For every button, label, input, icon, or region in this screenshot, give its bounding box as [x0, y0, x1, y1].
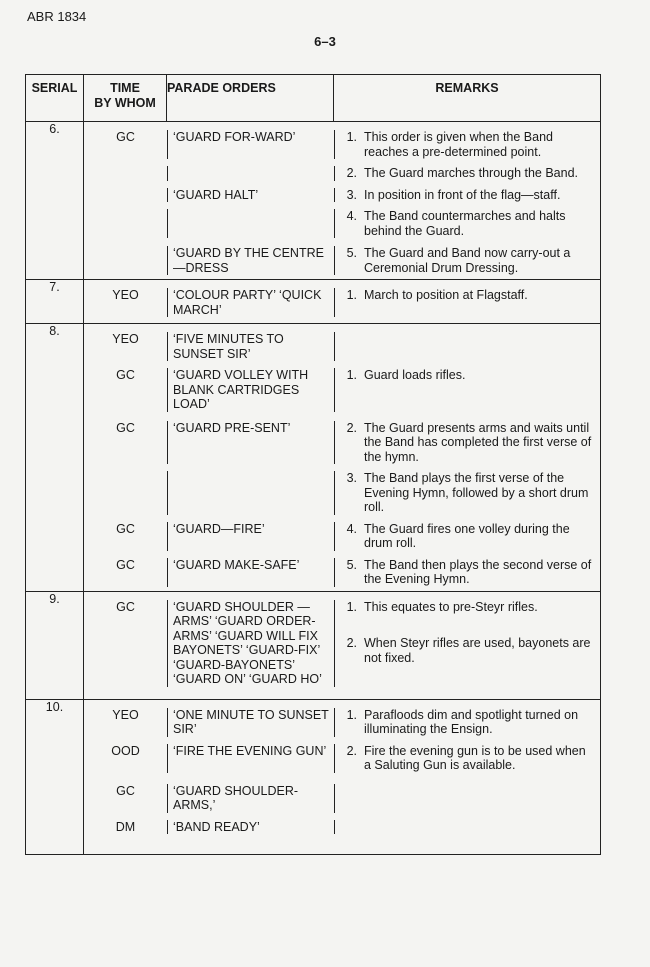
table-row	[26, 699, 601, 855]
serial-cell: 7.	[26, 280, 84, 324]
order-entry	[84, 737, 600, 773]
remark-cell	[334, 708, 600, 737]
remark-text: Fire the evening gun is to be used when a Saluting Gun is available.	[364, 743, 586, 772]
time-by-whom-cell: YEO	[112, 332, 139, 346]
column-header-remarks: REMARKS	[334, 75, 601, 122]
remark-number: 1.	[346, 130, 357, 144]
remark-text: This order is given when the Band reaches a pre-determined point.	[364, 130, 553, 159]
parade-order-cell: ‘GUARD FOR-WARD’	[167, 130, 334, 159]
time-by-whom-cell: OOD	[111, 743, 140, 758]
time-by-whom-cell: GC	[116, 130, 135, 144]
time-header-line1: TIME	[110, 81, 140, 95]
remark-number: 1.	[346, 599, 357, 614]
remark-cell	[334, 522, 600, 551]
row-content-cell	[84, 280, 601, 324]
serial-cell: 8.	[26, 324, 84, 592]
time-by-whom-cell	[84, 209, 167, 238]
order-entry	[84, 700, 600, 737]
time-by-whom-cell: GC	[116, 783, 135, 798]
remark-text: In position in front of the flag—staff.	[364, 187, 561, 202]
time-header-line2: BY WHOM	[94, 95, 156, 110]
time-by-whom-cell	[84, 471, 167, 515]
remark-cell	[334, 744, 600, 773]
column-header-time-by-whom	[84, 75, 167, 122]
remark-text: When Steyr rifles are used, bayonets are not fixed.	[364, 636, 591, 665]
remark-text: Guard loads rifles.	[364, 368, 466, 382]
remark-number	[335, 332, 361, 361]
time-by-whom-cell: DM	[115, 819, 136, 834]
remark-number: 3.	[346, 187, 357, 202]
remark-text: Parafloods dim and spotlight turned on illuminating the Ensign.	[364, 707, 579, 736]
remark-text	[361, 332, 600, 361]
time-by-whom-cell: YEO	[112, 288, 139, 302]
remark-cell	[334, 471, 600, 515]
remark-number: 2.	[346, 743, 357, 758]
order-entry	[84, 773, 600, 813]
table-row	[26, 591, 601, 699]
parade-order-cell	[167, 166, 334, 181]
remark-item	[335, 636, 600, 665]
remark-text: March to position at Flagstaff.	[364, 288, 528, 302]
serial-cell: 6.	[26, 122, 84, 280]
time-by-whom-cell: YEO	[112, 707, 139, 722]
remark-number: 1.	[346, 288, 357, 302]
remark-text: The Guard presents arms and waits until the Band has completed the first verse of the hymn.	[364, 420, 592, 464]
order-entry	[84, 238, 600, 275]
parade-order-cell: ‘GUARD MAKE-SAFE’	[167, 558, 334, 587]
parade-order-cell: ‘FIVE MINUTES TO SUNSET SIR’	[167, 332, 334, 361]
remark-cell	[334, 288, 600, 317]
remark-text: The Guard fires one volley during the drum roll.	[364, 521, 570, 550]
remark-number: 1.	[346, 368, 357, 382]
time-by-whom-cell: GC	[116, 420, 135, 435]
parade-order-cell: ‘GUARD BY THE CENTRE—DRESS	[167, 246, 334, 275]
column-header-parade-orders: PARADE ORDERS	[167, 75, 334, 122]
remark-number: 5.	[346, 557, 357, 572]
time-by-whom-cell: GC	[116, 599, 135, 614]
parade-order-cell	[167, 471, 334, 515]
column-header-serial: SERIAL	[26, 75, 84, 122]
order-entry	[84, 202, 600, 238]
parade-order-cell: ‘ONE MINUTE TO SUNSET SIR’	[167, 708, 334, 737]
parade-order-cell: ‘GUARD SHOULDER —ARMS’ ‘GUARD ORDER-ARMS’ ‘GUARD WILL FIX BAYONETS’ ‘GUARD-FIX’ ‘GUARD-BAYONETS’ ‘GUARD ON’ ‘GUARD HO’	[167, 600, 334, 687]
remark-text: This equates to pre-Steyr rifles.	[364, 599, 538, 614]
parade-order-cell: ‘GUARD VOLLEY WITH BLANK CARTRIDGES LOAD’	[167, 368, 334, 412]
remark-item	[335, 600, 600, 615]
order-entry	[84, 412, 600, 465]
page-number: 6–3	[314, 34, 336, 49]
remark-cell	[334, 421, 600, 465]
order-entry	[84, 361, 600, 412]
row-content-cell	[84, 324, 601, 592]
serial-cell: 10.	[26, 699, 84, 855]
remark-number: 3.	[346, 471, 357, 485]
parade-order-cell: ‘FIRE THE EVENING GUN’	[167, 744, 334, 773]
parade-order-cell: ‘BAND READY’	[167, 820, 334, 835]
remark-number: 5.	[346, 246, 357, 260]
order-entry	[84, 324, 600, 361]
remark-cell	[334, 209, 600, 238]
remark-text: The Guard and Band now carry-out a Ceremonial Drum Dressing.	[364, 246, 571, 275]
table-row	[26, 324, 601, 592]
table-row	[26, 280, 601, 324]
remark-number: 1.	[346, 707, 357, 722]
order-entry	[84, 280, 600, 317]
remark-cell	[334, 600, 600, 687]
order-entry	[84, 551, 600, 587]
remark-text: The Guard marches through the Band.	[364, 166, 579, 180]
remark-cell	[334, 784, 600, 813]
row-entries	[84, 280, 600, 323]
remark-cell	[334, 246, 600, 275]
parade-order-cell: ‘GUARD SHOULDER-ARMS,’	[167, 784, 334, 813]
row-entries	[84, 700, 600, 855]
order-entry	[84, 813, 600, 835]
row-entries	[84, 122, 600, 279]
serial-cell: 9.	[26, 591, 84, 699]
remark-text: The Band plays the first verse of the Evening Hymn, followed by a short drum roll.	[364, 471, 589, 514]
remark-number: 2.	[346, 420, 357, 435]
remark-number	[335, 784, 361, 813]
parade-orders-table	[25, 74, 601, 855]
row-entries	[84, 592, 600, 699]
table-body	[26, 122, 601, 855]
remark-number	[335, 820, 361, 835]
remark-cell	[334, 166, 600, 181]
order-entry	[84, 181, 600, 203]
order-entry	[84, 464, 600, 515]
remark-text	[361, 784, 600, 813]
table-row	[26, 122, 601, 280]
time-by-whom-cell: GC	[116, 521, 135, 536]
time-by-whom-cell	[84, 166, 167, 181]
parade-order-cell	[167, 209, 334, 238]
remark-cell	[334, 332, 600, 361]
time-by-whom-cell: GC	[116, 557, 135, 572]
remark-cell	[334, 820, 600, 835]
remark-cell	[334, 368, 600, 412]
parade-order-cell: ‘GUARD PRE-SENT’	[167, 421, 334, 465]
document-reference: ABR 1834	[27, 9, 87, 24]
time-by-whom-cell	[84, 246, 167, 275]
parade-order-cell: ‘GUARD HALT’	[167, 188, 334, 203]
row-entries	[84, 324, 600, 591]
order-entry	[84, 122, 600, 159]
remark-number: 2.	[346, 636, 357, 650]
table-header-row	[26, 75, 601, 122]
remark-cell	[334, 188, 600, 203]
remark-number: 4.	[346, 521, 357, 536]
remark-number: 2.	[346, 166, 357, 180]
parade-order-cell: ‘COLOUR PARTY’ ‘QUICK MARCH’	[167, 288, 334, 317]
remark-text: The Band then plays the second verse of the Evening Hymn.	[364, 557, 592, 586]
row-content-cell	[84, 699, 601, 855]
order-entry	[84, 515, 600, 551]
remark-text: The Band countermarches and halts behind the Guard.	[364, 209, 566, 238]
remark-cell	[334, 558, 600, 587]
row-content-cell	[84, 122, 601, 280]
remark-number: 4.	[346, 209, 357, 223]
time-by-whom-cell: GC	[116, 368, 135, 382]
remark-cell	[334, 130, 600, 159]
time-by-whom-cell	[84, 188, 167, 203]
remark-text	[361, 820, 600, 835]
parade-order-cell: ‘GUARD—FIRE’	[167, 522, 334, 551]
row-content-cell	[84, 591, 601, 699]
order-entry	[84, 592, 600, 687]
order-entry	[84, 159, 600, 181]
